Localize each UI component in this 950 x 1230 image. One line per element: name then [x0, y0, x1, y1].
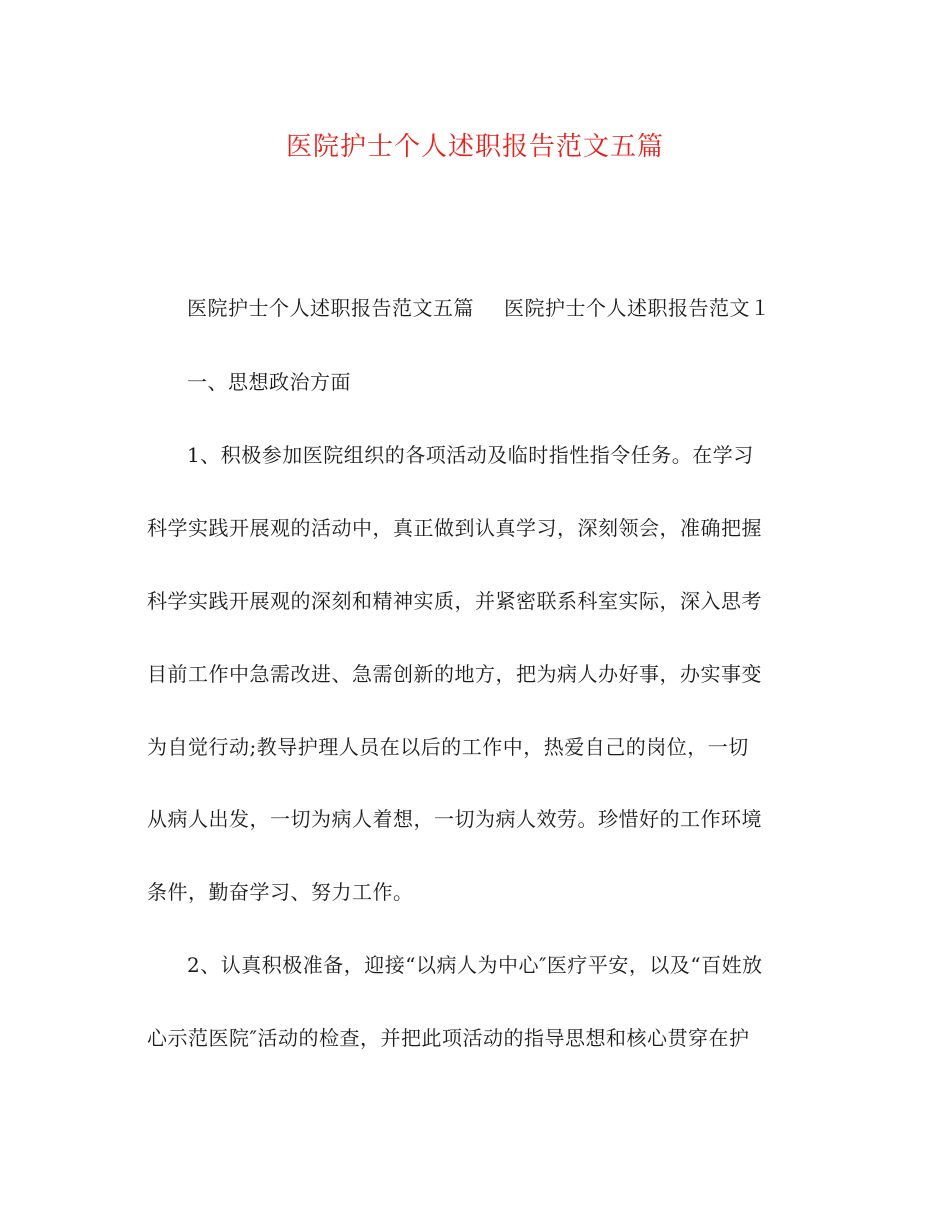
document-title: 医院护士个人述职报告范文五篇 — [285, 132, 664, 162]
paragraph-line: 心示范医院″活动的检查，并把此项活动的指导思想和核心贯穿在护 — [147, 1026, 750, 1050]
paragraph-line: 从病人出发，一切为病人着想，一切为病人效劳。珍惜好的工作环境 — [147, 807, 762, 831]
paragraph-line: 科学实践开展观的深刻和精神实质，并紧密联系科室实际，深入思考 — [147, 589, 762, 613]
paragraph-line: 1、积极参加医院组织的各项活动及临时指性指令任务。在学习 — [187, 443, 754, 467]
paragraph-line: 为自觉行动;教导护理人员在以后的工作中，热爱自己的岗位，一切 — [147, 735, 749, 759]
paragraph-line: 目前工作中急需改进、急需创新的地方，把为病人办好事，办实事变 — [147, 662, 762, 686]
paragraph-line: 条件，勤奋学习、努力工作。 — [147, 880, 414, 904]
paragraph-line: 科学实践开展观的活动中，真正做到认真学习，深刻领会，准确把握 — [147, 516, 762, 540]
section-heading: 一、思想政治方面 — [187, 370, 351, 394]
paragraph-line: 2、认真积极准备，迎接“以病人为中心″医疗平安，以及“百姓放 — [187, 953, 763, 977]
subtitle-line — [187, 293, 847, 323]
subtitle-right: 医院护士个人述职报告范文１ — [504, 296, 771, 320]
subtitle-left: 医院护士个人述职报告范文五篇 — [187, 296, 474, 320]
